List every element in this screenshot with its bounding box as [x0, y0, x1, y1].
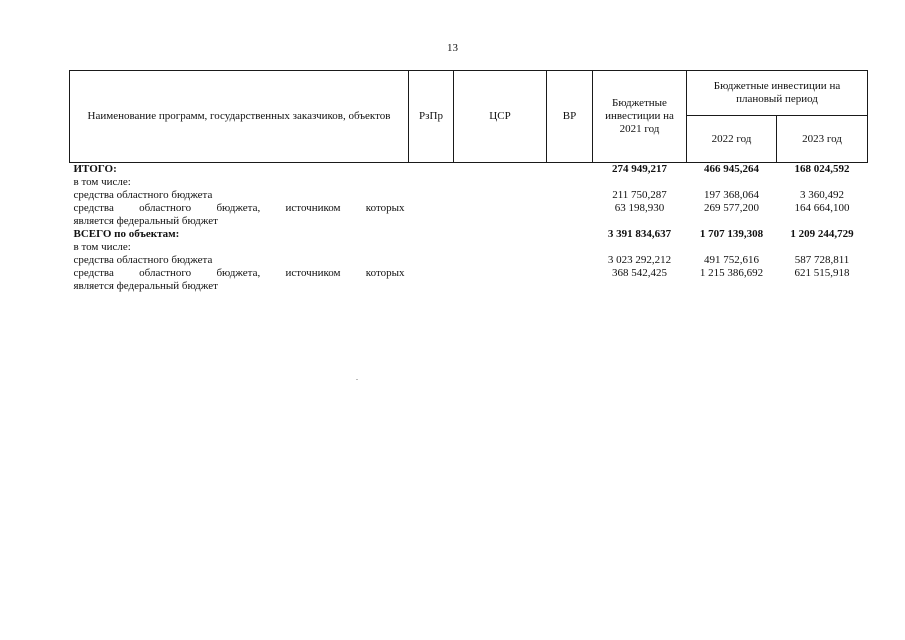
- table-row-including: [70, 176, 868, 189]
- value-2022: 197 368,064: [704, 189, 759, 201]
- row-label-line-1: средства областного бюджета, источником которых: [73, 202, 405, 214]
- header-name: Наименование программ, государственных заказчиков, объектов: [70, 71, 409, 163]
- row-label-line-2: является федеральный бюджет: [73, 280, 218, 292]
- budget-investments-table: [69, 70, 868, 293]
- value-2021: 211 750,287: [612, 189, 667, 201]
- row-label: ВСЕГО по объектам:: [73, 228, 180, 240]
- row-label: [70, 202, 409, 228]
- page-number: 13: [447, 42, 458, 54]
- header-investments-2021: Бюджетные инвестиции на 2021 год: [593, 71, 687, 163]
- header-year-2023: 2023 год: [777, 116, 868, 163]
- header-year-2022: 2022 год: [687, 116, 777, 163]
- value-2022: 1 215 386,692: [699, 267, 764, 279]
- value-2023: 587 728,811: [794, 254, 850, 266]
- scan-speck: [356, 379, 358, 380]
- value-2023: 621 515,918: [794, 267, 850, 279]
- value-2022: 491 752,616: [704, 254, 759, 266]
- row-label: [70, 267, 409, 293]
- row-label: ИТОГО:: [73, 163, 117, 175]
- row-label: средства областного бюджета: [73, 189, 213, 201]
- row-label-line-2: является федеральный бюджет: [73, 215, 218, 227]
- table-row-regional-funds: [70, 254, 868, 267]
- value-2023: 3 360,492: [800, 189, 844, 201]
- row-label: в том числе:: [73, 176, 131, 188]
- table-row-all-objects: [70, 228, 868, 241]
- header-planned-period: Бюджетные инвестиции на плановый период: [687, 71, 868, 116]
- table-row-including: [70, 241, 868, 254]
- header-vr: ВР: [547, 71, 593, 163]
- row-label: в том числе:: [73, 241, 131, 253]
- value-2021: 368 542,425: [612, 267, 667, 279]
- value-2022: 269 577,200: [704, 202, 759, 214]
- value-2021: 3 023 292,212: [607, 254, 672, 266]
- value-2022: 1 707 139,308: [699, 228, 764, 240]
- table-row-regional-funds: [70, 189, 868, 202]
- table-row-total: [70, 163, 868, 177]
- value-2021: 63 198,930: [614, 202, 665, 214]
- header-csr: ЦСР: [454, 71, 547, 163]
- row-label: средства областного бюджета: [73, 254, 213, 266]
- table-row-federal-source: [70, 267, 868, 293]
- row-label-line-1: средства областного бюджета, источником которых: [73, 267, 405, 279]
- value-2021: 274 949,217: [612, 163, 667, 175]
- table-row-federal-source: [70, 202, 868, 228]
- value-2023: 168 024,592: [794, 163, 850, 175]
- value-2021: 3 391 834,637: [607, 228, 672, 240]
- value-2023: 164 664,100: [794, 202, 850, 214]
- header-rzpr: РзПр: [409, 71, 454, 163]
- value-2023: 1 209 244,729: [790, 228, 854, 240]
- value-2022: 466 945,264: [704, 163, 759, 175]
